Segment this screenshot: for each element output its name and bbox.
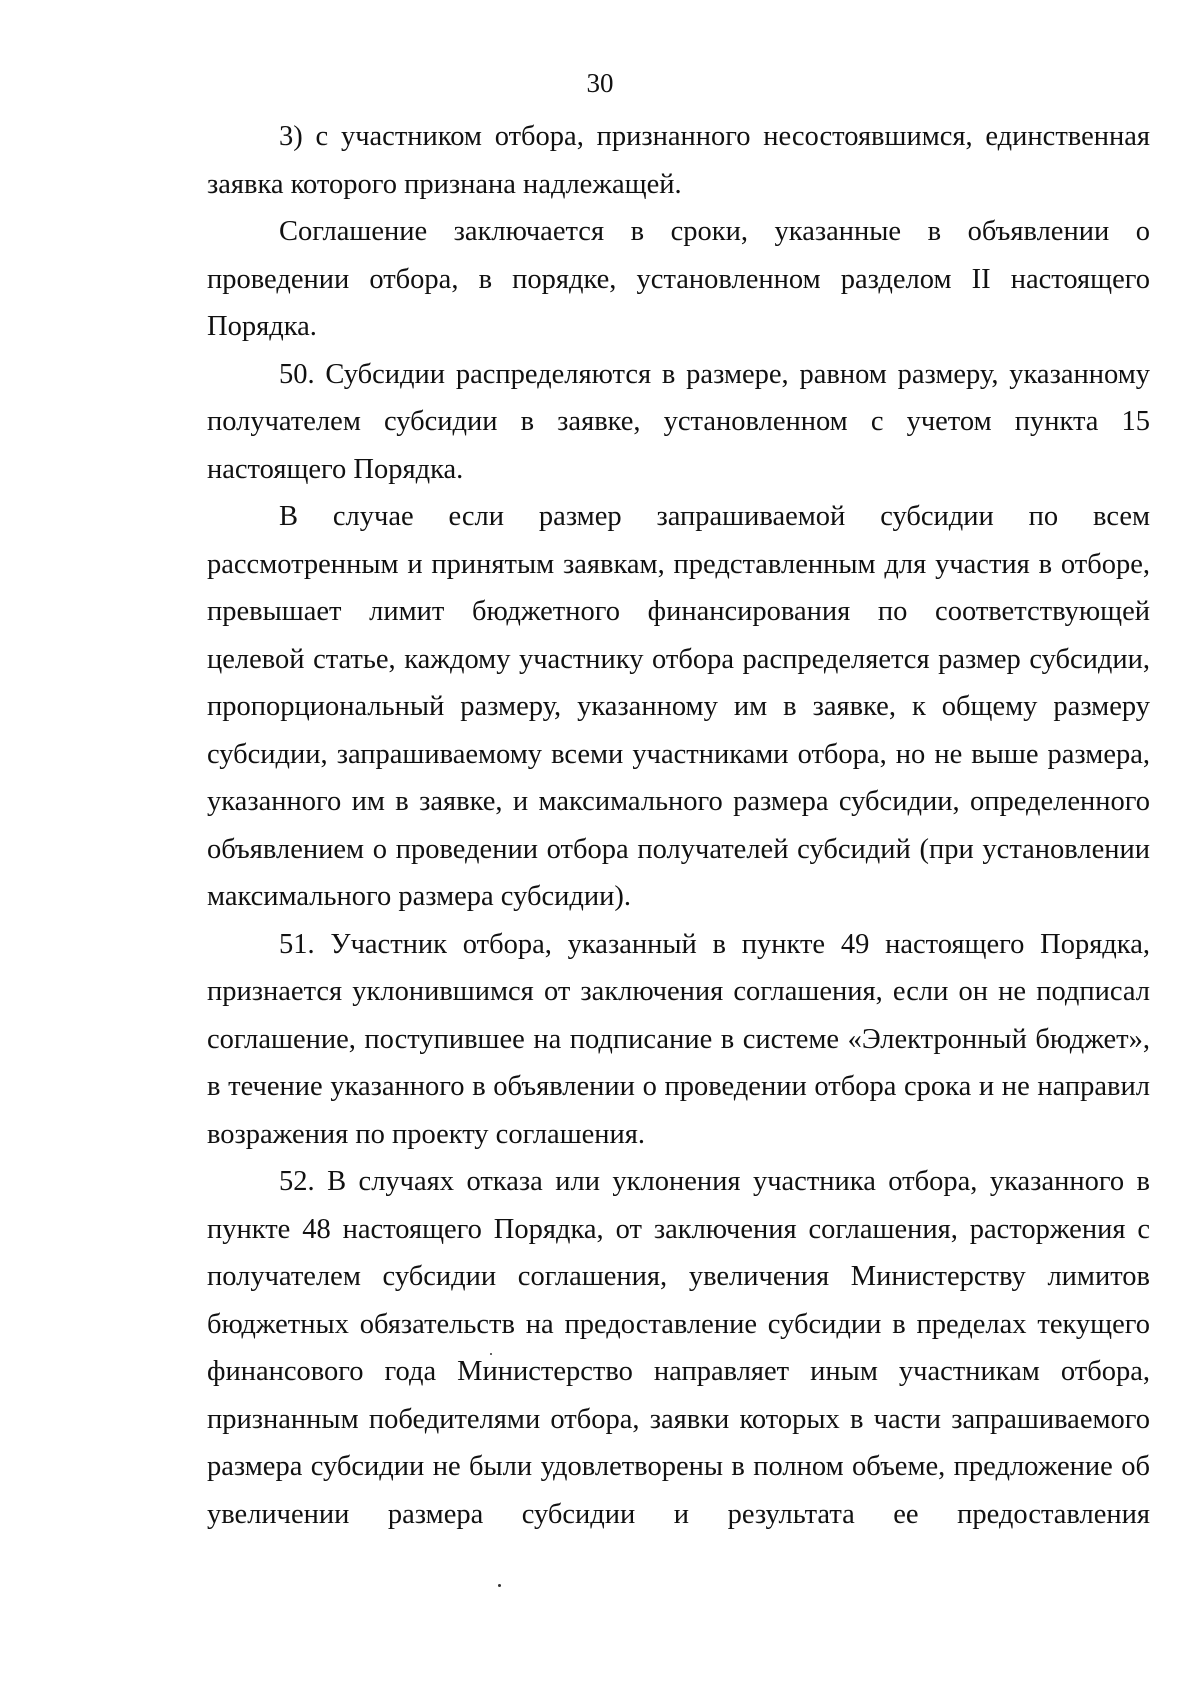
paragraph-50: 50. Субсидии распределяются в размере, равном размеру, указанному получателем субсидии в заявке, установленном с учетом пункта 15 настоящего Порядка.: [207, 358, 1150, 485]
paragraph-subsidy-distribution: В случае если размер запрашиваемой субсидии по всем рассмотренным и принятым заявкам, представленным для участия в отборе, превышает лимит бюджетного финансирования по соответствующей целевой статье, каждому участнику отбора распределяется размер субсидии, пропорциональный размеру, указанному им в заявке, к общему размеру субсидии, запрашиваемому всеми участниками отбора, но не выше размера, указанного им в заявке, и максимального размера субсидии, определенного объявлением о проведении отбора получателей субсидий (при установлении максимального размера субсидии).: [207, 501, 1150, 912]
document-body: [207, 113, 1150, 1538]
paragraph-51: 51. Участник отбора, указанный в пункте 49 настоящего Порядка, признается уклонившимся от заключения соглашения, если он не подписал соглашение, поступившее на подписание в системе «Электронный бюджет», в течение указанного в объявлении о проведении отбора срока и не направил возражения по проекту соглашения.: [207, 928, 1150, 1150]
scan-speck: [490, 1353, 492, 1355]
scan-speck: [498, 1584, 501, 1587]
page-number: 30: [586, 68, 614, 98]
paragraph-item-3: 3) с участником отбора, признанного несостоявшимся, единственная заявка которого признана надлежащей.: [207, 121, 1150, 200]
paragraph-agreement-terms: Соглашение заключается в сроки, указанные в объявлении о проведении отбора, в порядке, установленном разделом II настоящего Порядка.: [207, 216, 1150, 342]
paragraph-52: 52. В случаях отказа или уклонения участника отбора, указанного в пункте 48 настоящего Порядка, от заключения соглашения, расторжения с получателем субсидии соглашения, увеличения Министерству лимитов бюджетных обязательств на предоставление субсидии в пределах текущего финансового года Министерство направляет иным участникам отбора, признанным победителями отбора, заявки которых в части запрашиваемого размера субсидии не были удовлетворены в полном объеме, предложение об увеличении размера субсидии и результата ее предоставления: [207, 1166, 1150, 1530]
